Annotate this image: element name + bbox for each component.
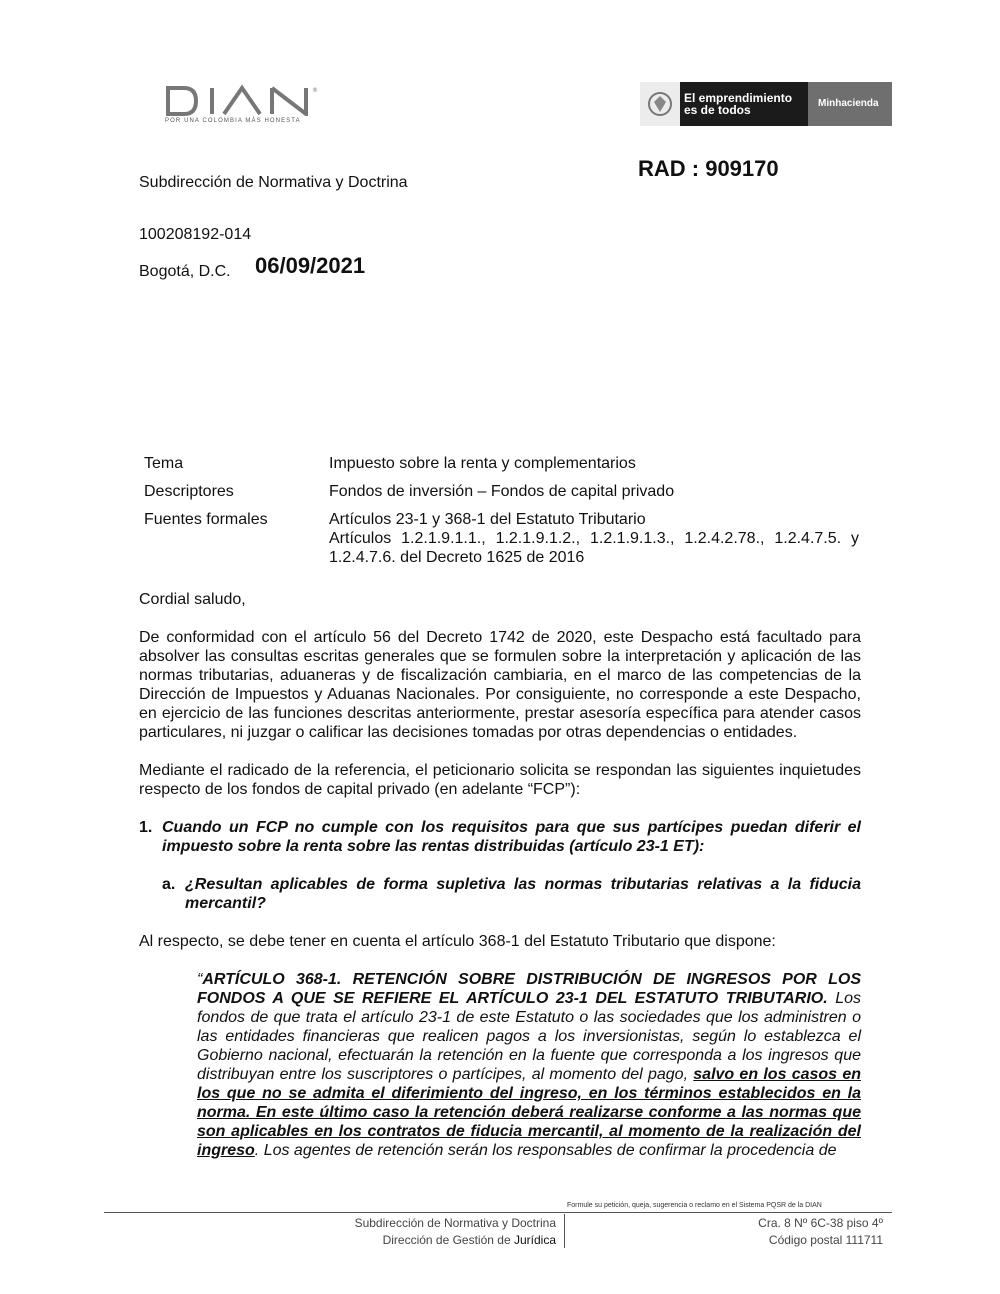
pqsr-note: Formule su petición, queja, sugerencia o reclamo en el Sistema PQSR de la DIAN (567, 1202, 822, 1209)
letter-date: 06/09/2021 (255, 253, 366, 278)
paragraph-request: Mediante el radicado de la referencia, el peticionario solicita se respondan las siguientes inquietudes respecto de los fondos de capital privado (en adelante “FCP”): (139, 762, 861, 798)
quote-title: ARTÍCULO 368-1. RETENCIÓN SOBRE DISTRIBUCIÓN DE INGRESOS POR LOS FONDOS A QUE SE REFIERE EL ARTÍCULO 23-1 DEL ESTATUTO TRIBUTARIO. (197, 971, 861, 1007)
quote-emphasis: salvo en los casos en los que no se admita el diferimiento del ingreso, en los términos establecidos en la norma. En este último caso la retención deberá realizarse conforme a las normas que son aplicables en los contratos de fiducia mercantil, al momento de la realización del ingreso (197, 1066, 861, 1159)
question-1 (139, 818, 861, 856)
gov-slogan (684, 92, 792, 116)
city: Bogotá, D.C. (139, 263, 231, 280)
reference-number: 100208192-014 (139, 226, 252, 243)
quoted-article (139, 970, 861, 1160)
footer-postal-code: Código postal 111711 (768, 1233, 883, 1247)
footer-direction (383, 1233, 556, 1247)
quote-text: Los fondos de que trata el artículo 23-1 de este Estatuto o las sociedades que los administren o las entidades financieras que realicen pagos a los inversionistas, según lo establezca el Gobierno nacional, efectuarán la retención en la fuente que corresponda a los ingresos que distribuyan entre los suscriptores o partícipes, al momento del pago, (197, 990, 861, 1083)
footer-address: Cra. 8 Nº 6C-38 piso 4º (758, 1216, 883, 1230)
question-number: 1. (139, 819, 153, 836)
letter-body (139, 590, 861, 1160)
footer-vertical-divider (564, 1214, 565, 1248)
question-text: ¿Resultan aplicables de forma supletiva las normas tributarias relativas a la fiducia mercantil? (185, 876, 861, 912)
meta-key: Descriptores (144, 483, 234, 500)
question-text: Cuando un FCP no cumple con los requisitos para que sus partícipes puedan diferir el impuesto sobre la renta sobre las rentas distribuidas (artículo 23-1 ET): (162, 819, 861, 855)
svg-text:®: ® (312, 87, 318, 94)
footer-direction-emph: Jurídica (513, 1233, 556, 1247)
meta-value: Fondos de inversión – Fondos de capital privado (329, 483, 675, 500)
ministry-name: Minhacienda (818, 98, 879, 109)
gov-slogan-line2: es de todos (684, 103, 751, 117)
greeting: Cordial saludo, (139, 591, 246, 608)
paragraph-respect: Al respecto, se debe tener en cuenta el artículo 368-1 del Estatuto Tributario que dispone: (139, 933, 776, 950)
footer-direction-text: Dirección de Gestión de (382, 1233, 514, 1247)
question-letter: a. (162, 876, 176, 893)
question-1a (139, 875, 861, 913)
footer-office: Subdirección de Normativa y Doctrina (354, 1216, 556, 1230)
quote-text-end: . Los agentes de retención serán los responsables de confirmar la procedencia de (254, 1142, 837, 1159)
dian-tagline: POR UNA COLOMBIA MÁS HONESTA (165, 118, 301, 124)
meta-value (329, 510, 859, 567)
meta-value-line1: Artículos 23-1 y 368-1 del Estatuto Tributario (329, 511, 646, 528)
meta-key: Tema (144, 455, 184, 472)
footer-divider (104, 1212, 892, 1213)
quote-open: “ (197, 971, 203, 988)
rad-number: RAD : 909170 (638, 156, 779, 181)
office-name: Subdirección de Normativa y Doctrina (139, 174, 408, 191)
meta-value: Impuesto sobre la renta y complementarios (329, 455, 636, 472)
paragraph-competence: De conformidad con el artículo 56 del Decreto 1742 de 2020, este Despacho está facultado para absolver las consultas escritas generales que se formulen sobre la interpretación y aplicación de las normas tributarias, aduaneras y de fiscalización cambiaria, en el marco de las competencias de la Dirección de Impuestos y Aduanas Nacionales. Por consiguiente, no corresponde a este Despacho, en ejercicio de las funciones descritas anteriormente, prestar asesoría específica para atender casos particulares, ni juzgar o calificar las decisiones tomadas por otras dependencias o entidades. (139, 629, 861, 741)
gov-slogan-line1: El emprendimiento (684, 91, 793, 105)
meta-key: Fuentes formales (144, 511, 268, 528)
meta-value-line2: Artículos 1.2.1.9.1.1., 1.2.1.9.1.2., 1.2.1.9.1.3., 1.2.4.2.78., 1.2.4.7.5. y 1.2.4.7.6. del Decreto 1625 de 2016 (329, 530, 859, 566)
